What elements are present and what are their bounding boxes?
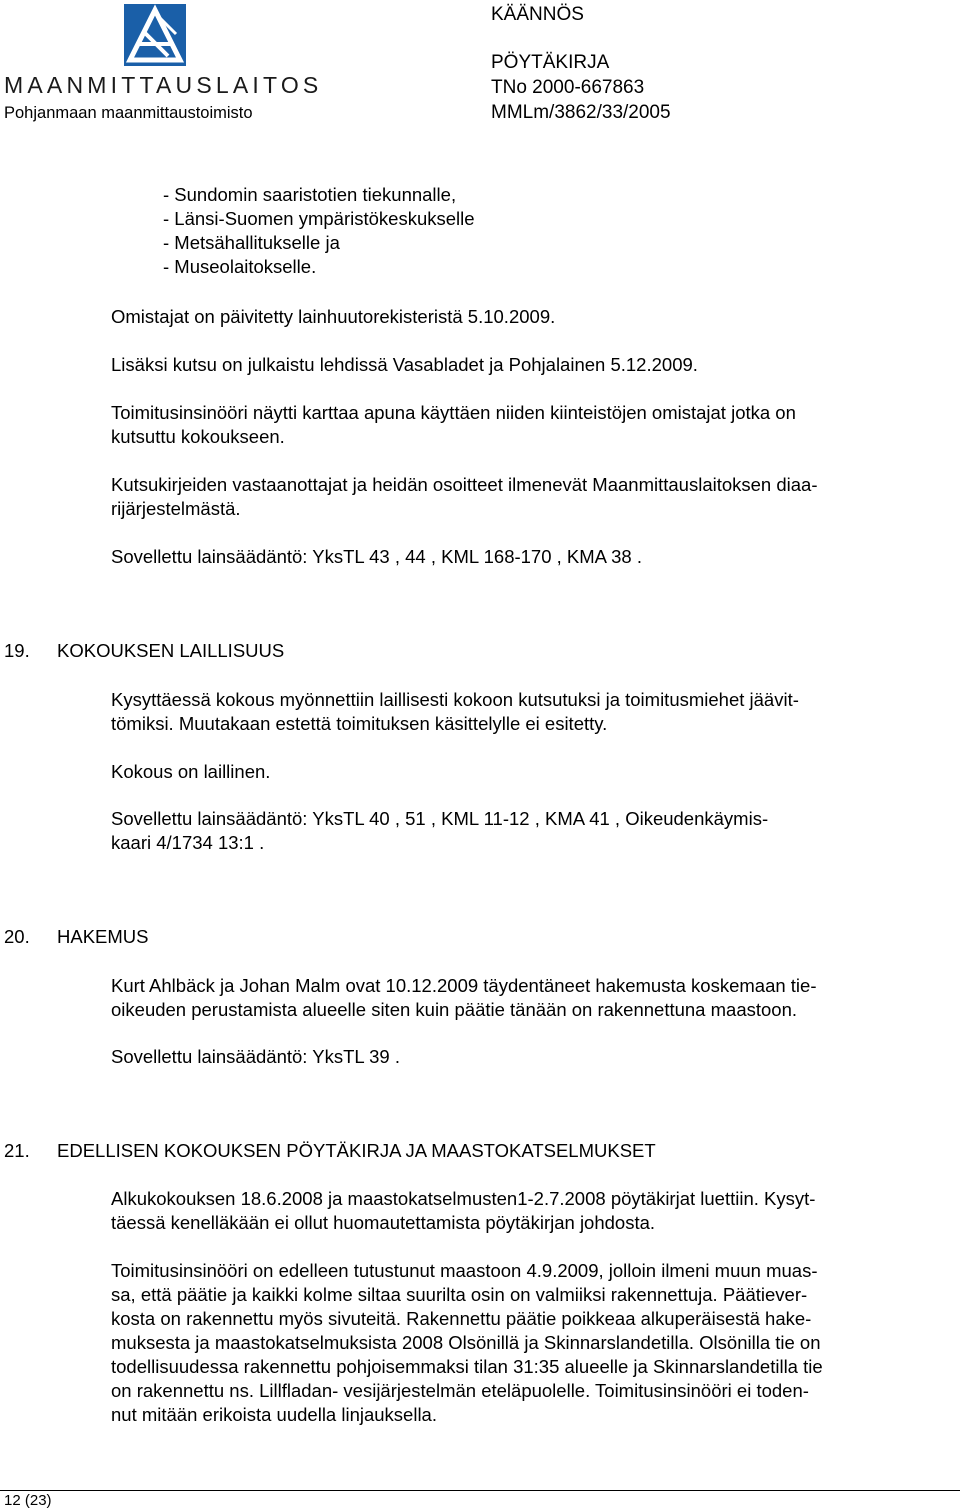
paragraph — [111, 305, 926, 329]
case-number: TNo 2000-667863 — [491, 77, 645, 98]
paragraph-line: Sovellettu lainsäädäntö: YksTL 39 . — [111, 1046, 400, 1067]
legislation-reference — [111, 807, 926, 855]
paragraph-line: kutsuttu kokoukseen. — [111, 426, 285, 447]
section-number: 21. — [4, 1140, 30, 1161]
paragraph-line: muksesta ja maastokatselmuksista 2008 Olsönillä ja Skinnarslandetilla. Olsönilla tie on — [111, 1332, 821, 1353]
section-number: 20. — [4, 926, 30, 947]
section-number: 19. — [4, 640, 30, 661]
paragraph — [111, 688, 926, 736]
paragraph — [111, 1187, 926, 1235]
paragraph-line: Kysyttäessä kokous myönnettiin laillisesti kokoon kutsutuksi ja toimitusmiehet jäävit- — [111, 689, 799, 710]
paragraph-line: Kokous on laillinen. — [111, 761, 271, 782]
paragraph-line: Sovellettu lainsäädäntö: YksTL 40 , 51 , KML 11-12 , KMA 41 , Oikeudenkäymis- — [111, 808, 769, 829]
recipient-item: - Länsi-Suomen ympäristökeskukselle — [163, 208, 475, 229]
paragraph-line: Toimitusinsinööri näytti karttaa apuna käyttäen niiden kiinteistöjen omistajat jotka on — [111, 402, 796, 423]
paragraph-line: sa, että päätie ja kaikki kolme siltaa suurilta osin on valmiiksi rakennettuja. Päätiever- — [111, 1284, 808, 1305]
section-title: HAKEMUS — [57, 926, 149, 947]
paragraph — [111, 353, 926, 377]
organization-name: MAANMITTAUSLAITOS — [4, 72, 323, 98]
legislation-reference — [111, 1045, 926, 1069]
section-title: EDELLISEN KOKOUKSEN PÖYTÄKIRJA JA MAASTOKATSELMUKSET — [57, 1140, 656, 1161]
paragraph-line: oikeuden perustamista alueelle siten kuin päätie tänään on rakennettuna maastoon. — [111, 999, 797, 1020]
page-number: 12 (23) — [4, 1492, 52, 1509]
paragraph-line: Lisäksi kutsu on julkaistu lehdissä Vasabladet ja Pohjalainen 5.12.2009. — [111, 354, 698, 375]
paragraph-line: Toimitusinsinööri on edelleen tutustunut maastoon 4.9.2009, jolloin ilmeni muun muas- — [111, 1260, 818, 1281]
paragraph — [111, 760, 926, 784]
paragraph-line: nut mitään erikoista uudella linjauksella. — [111, 1404, 437, 1425]
maanmittauslaitos-logo-icon — [124, 4, 186, 66]
reference-number: MMLm/3862/33/2005 — [491, 102, 671, 123]
paragraph-line: Sovellettu lainsäädäntö: YksTL 43 , 44 , KML 168-170 , KMA 38 . — [111, 546, 642, 567]
paragraph-line: kaari 4/1734 13:1 . — [111, 832, 265, 853]
footer-divider — [0, 1490, 960, 1491]
recipient-item: - Sundomin saaristotien tiekunnalle, — [163, 184, 457, 205]
doc-title: PÖYTÄKIRJA — [491, 52, 610, 73]
doc-type: KÄÄNNÖS — [491, 4, 584, 25]
paragraph-line: rijärjestelmästä. — [111, 498, 241, 519]
office-name: Pohjanmaan maanmittaustoimisto — [4, 104, 253, 122]
legislation-reference — [111, 545, 926, 569]
recipient-item: - Museolaitokselle. — [163, 256, 317, 277]
paragraph-line: Kutsukirjeiden vastaanottajat ja heidän osoitteet ilmenevät Maanmittauslaitoksen diaa- — [111, 474, 818, 495]
paragraph — [111, 974, 926, 1022]
paragraph-line: todellisuudessa rakennettu pohjoisemmaksi tilan 31:35 alueelle ja Skinnarslandetilla tie — [111, 1356, 823, 1377]
section-title: KOKOUKSEN LAILLISUUS — [57, 640, 285, 661]
paragraph-line: kosta on rakennettu myös sivuteitä. Rakennettu päätie poikkeaa alkuperäisestä hake- — [111, 1308, 812, 1329]
paragraph — [111, 401, 926, 449]
paragraph — [111, 473, 926, 521]
paragraph-line: Omistajat on päivitetty lainhuutorekisteristä 5.10.2009. — [111, 306, 556, 327]
paragraph-line: Kurt Ahlbäck ja Johan Malm ovat 10.12.2009 täydentäneet hakemusta koskemaan tie- — [111, 975, 817, 996]
paragraph-line: täessä kenelläkään ei ollut huomautettamista pöytäkirjan johdosta. — [111, 1212, 656, 1233]
recipient-item: - Metsähallitukselle ja — [163, 232, 340, 253]
paragraph-line: Alkukokouksen 18.6.2008 ja maastokatselmusten1-2.7.2008 pöytäkirjat luettiin. Kysyt- — [111, 1188, 816, 1209]
paragraph-line: tömiksi. Muutakaan estettä toimituksen käsittelylle ei esitetty. — [111, 713, 608, 734]
paragraph-line: on rakennettu ns. Lillfladan- vesijärjestelmän eteläpuolelle. Toimitusinsinööri ei toden- — [111, 1380, 809, 1401]
paragraph — [111, 1259, 926, 1427]
